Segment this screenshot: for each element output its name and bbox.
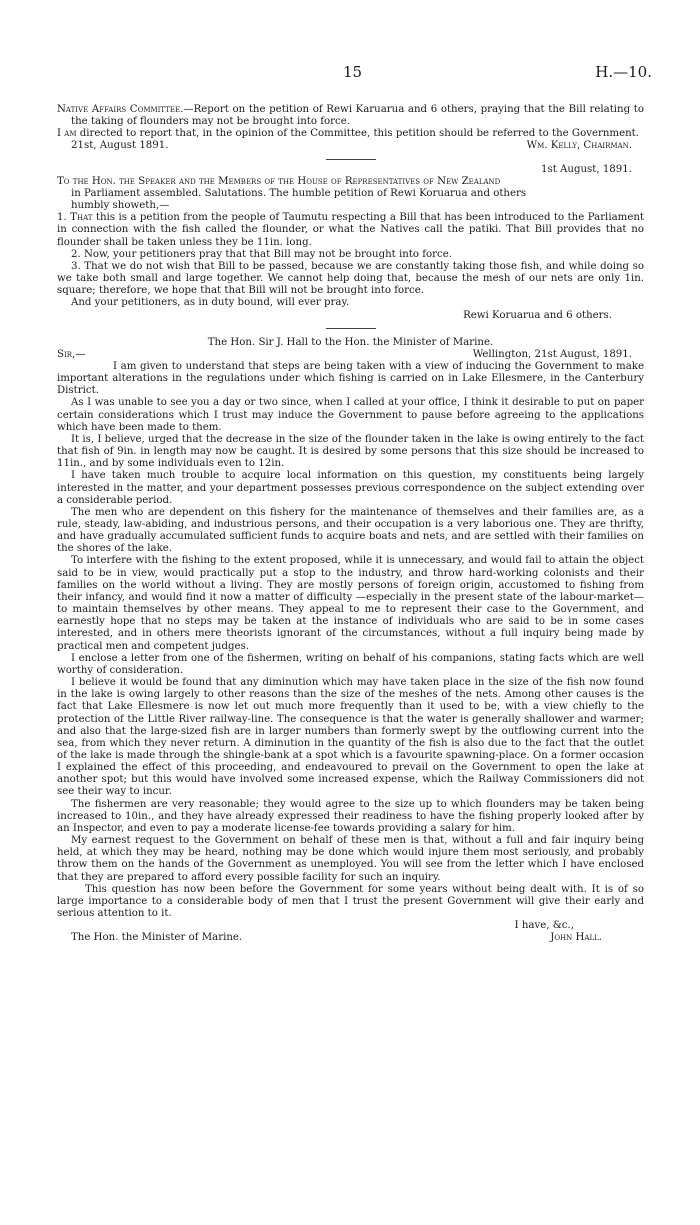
report-signatory: Wm. Kelly, Chairman. xyxy=(526,140,632,152)
letter-paragraph: I am given to understand that steps are being taken with a view of inducing the Government to make important alterations in the regulations under which fishing is carried on in Lake Ellesmere, in the Canterbury District. xyxy=(57,360,644,397)
petition-p1-lead: 1. That xyxy=(57,212,93,224)
letter-paragraph: The fishermen are very reasonable; they would agree to the size up to which flounders may be taken being increased to 10in., and they have already expressed their readiness to have the fishing properly looked after by an Inspector, and even to pay a moderate license-fee towards providing a salary for him. xyxy=(57,798,644,834)
document-reference: H.—10. xyxy=(595,63,652,81)
petition-signatory: Rewi Koruarua and 6 others. xyxy=(463,309,612,321)
letter-salutation-line xyxy=(57,349,644,361)
petition-paragraph-2: 2. Now, your petitioners pray that that Bill may not be brought into force. xyxy=(71,248,453,260)
letter-signatory: John Hall. xyxy=(550,932,602,944)
petition-closing: And your petitioners, as in duty bound, will ever pray. xyxy=(71,297,350,309)
letter-heading: The Hon. Sir J. Hall to the Hon. the Minister of Marine. xyxy=(207,336,494,348)
petition-address-line-2: in Parliament assembled. Salutations. The humble petition of Rewi Koruarua and others xyxy=(71,187,527,199)
report-direction xyxy=(57,128,644,140)
report-summary-text: —Report on the petition of Rewi Karuarua and 6 others, praying that the Bill relating to the taking of flounders may not be brought into force. xyxy=(71,104,645,128)
report-summary xyxy=(57,104,644,128)
petition-date: 1st August, 1891. xyxy=(540,163,632,175)
committee-name: Native Affairs Committee. xyxy=(57,104,184,115)
report-signature-line xyxy=(57,140,644,152)
letter-paragraph: It is, I believe, urged that the decrease in the size of the flounder taken in the lake is owing entirely to the fact that fish of 9in. in length may now be caught. It is desired by some persons that this size should be increased to 11in., and by some individuals even to 12in. xyxy=(57,433,644,470)
petition-paragraph-1 xyxy=(57,212,644,248)
letter-paragraph: I believe it would be found that any diminution which may have taken place in the size of the fish now found in the lake is owing largely to other reasons than the size of the meshes of the nets. Among other causes is the fact that Lake Ellesmere is now let out much more frequently than it used to be, with a view chiefly to the protection of the Little River railway-line. The consequence is that the water is generally shallower and warmer; and also that the large-sized fish are in larger numbers than formerly swept by the outflowing current into the sea, from which they never return. A diminution in the quantity of the fish is also due to the fact that the outlet of the lake is made through the shingle-bank at a spot which is a favourite spawning-place. On a former occasion I explained the effect of this proceeding, and endeavoured to prevail on the Government to open the lake at another spot; but this would have involved some increased expense, which the Railway Commissioners did not see their way to incur. xyxy=(57,677,644,798)
letter-last-paragraph: This question has now been before the Government for some years without being dealt with. It is of so large importance to a considerable body of men that I trust the present Government will give their early and serious attention to it. xyxy=(57,883,644,919)
petition-p1-text: this is a petition from the people of Taumutu respecting a Bill that has been introduced to the Parliament in connection with the fish called the flounder, or what the Natives call the patiki. That Bill provides that no flounder shall be taken unless they be 11in. long. xyxy=(57,212,644,248)
petition-address-line-3: humbly showeth,— xyxy=(71,200,170,212)
page-content xyxy=(57,104,644,944)
letter-place-date: Wellington, 21st August, 1891. xyxy=(472,348,632,360)
letter-paragraph: To interfere with the fishing to the extent proposed, while it is unnecessary, and would fail to attain the object said to be in view, would practically put a stop to the industry, and throw hard-working colonists and their families on the world without a living. They are mostly persons of foreign origin, accustomed to fishing from their infancy, and would find it now a matter of difficulty —especially in the present state of the labour-market—to maintain themselves by other means. They appeal to me to represent their case to the Government, and earnestly hope that no steps may be taken at the instance of individuals who are said to be in some cases interested, and in others mere theorists ignorant of the circumstances, without a full inquiry being made by practical men and competent judges. xyxy=(57,555,644,652)
petition-paragraph-3: 3. That we do not wish that Bill to be passed, because we are constantly taking those fish, and while doing so we take both small and large together. We cannot help doing that, because the mesh of our nets are only 1in. square; therefore, we hope that that Bill will not be brought into force. xyxy=(57,260,644,297)
letter-paragraph: My earnest request to the Government on behalf of these men is that, without a full and fair inquiry being held, at which they may be heard, nothing may be done which would injure them most seriously, and probably throw them on the hands of the Government as unemployed. You will see from the letter which I have enclosed that they are prepared to afford every possible facility for such an inquiry. xyxy=(57,835,644,883)
letter-signature-line xyxy=(57,932,644,944)
letter-paragraph: I have taken much trouble to acquire local information on this question, my constituents being largely interested in the matter, and your department possesses previous correspondence on the subject extending over a considerable period. xyxy=(57,470,644,506)
letter-paragraph: I enclose a letter from one of the fishermen, writing on behalf of his companions, stating facts which are well worthy of consideration. xyxy=(57,652,644,676)
letter-salutation: Sir,— xyxy=(57,348,86,360)
letter-paragraph: As I was unable to see you a day or two since, when I called at your office, I think it desirable to put on paper certain considerations which I trust may induce the Government to pause before agreeing to the applications which have been made to them. xyxy=(57,397,644,433)
petition-address-line-1: To the Hon. the Speaker and the Members of the House of Representatives of New Zealand xyxy=(57,175,501,187)
page-header xyxy=(0,63,700,86)
letter-addressee: The Hon. the Minister of Marine. xyxy=(71,932,243,944)
report-direction-lead: I am xyxy=(57,128,77,140)
report-direction-text: directed to report that, in the opinion of the Committee, this petition should be referred to the Government. xyxy=(76,128,640,140)
page-number: 15 xyxy=(343,63,363,81)
report-date: 21st, August 1891. xyxy=(71,140,169,152)
letter-closing: I have, &c., xyxy=(514,920,574,932)
letter-paragraph: The men who are dependent on this fishery for the maintenance of themselves and their families are, as a rule, steady, law-abiding, and industrious persons, and their occupation is a very laborious one. They are thrifty, and have gradually accumulated sufficient funds to acquire boats and nets, and are settled with their families on the shores of the lake. xyxy=(57,506,644,555)
